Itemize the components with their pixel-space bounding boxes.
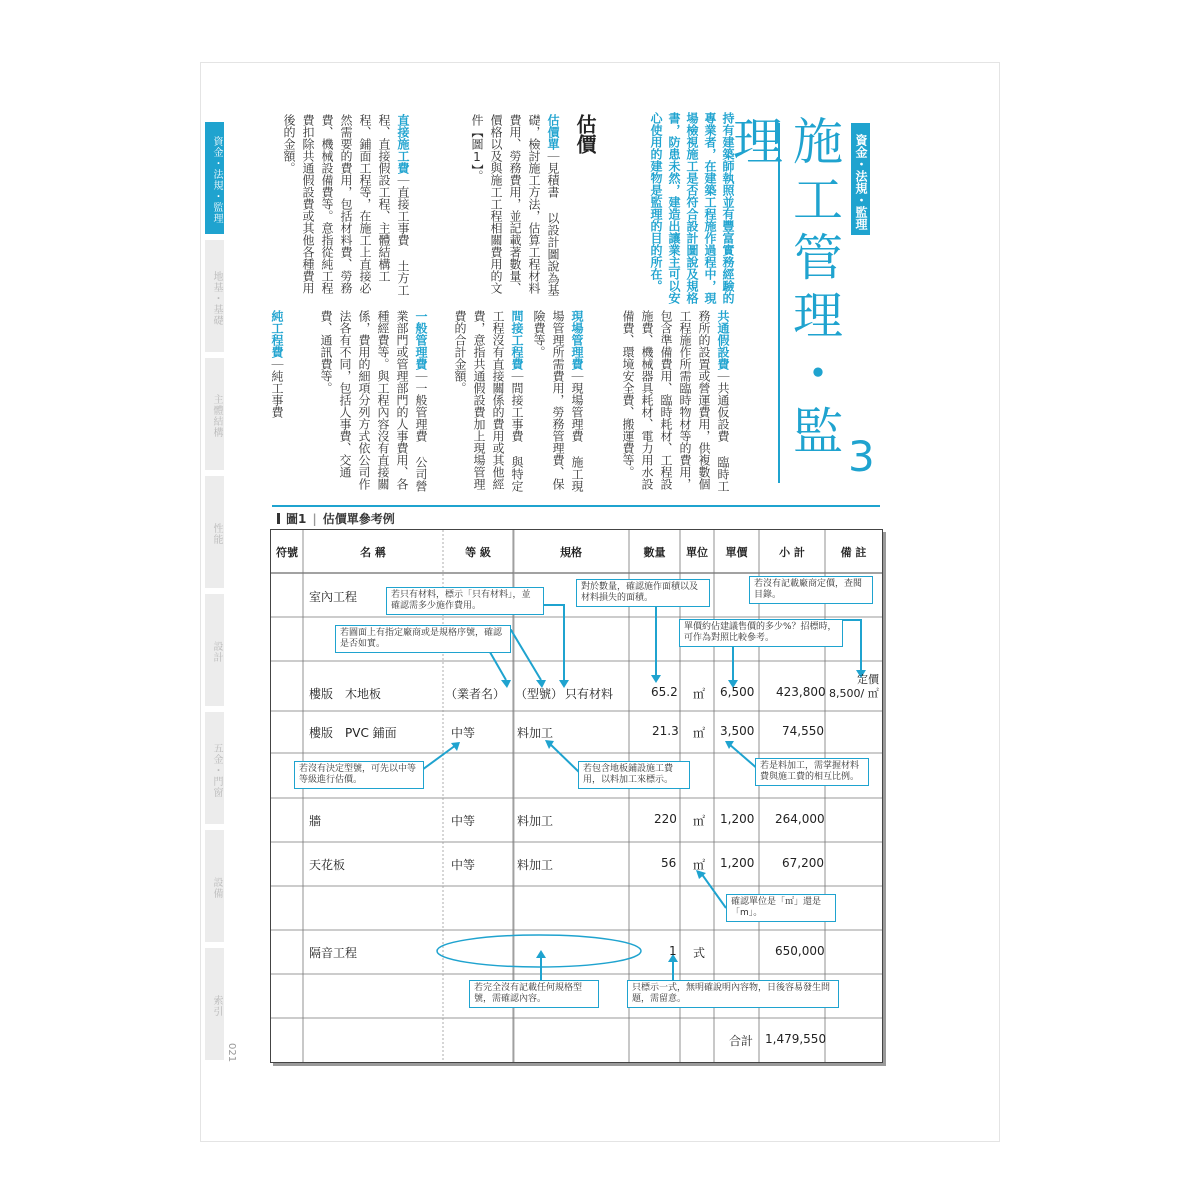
row-name: 樓版 PVC 鋪面: [309, 726, 397, 740]
row-subtotal: 264,000: [775, 812, 825, 826]
total-value: 1,479,550: [765, 1032, 827, 1046]
col-header-qty: 數量: [643, 546, 666, 559]
row-unit: 式: [693, 946, 706, 960]
callout-lump-sum: 只標示一式，無明確說明內容物，日後容易發生問題，需留意。: [627, 980, 839, 1008]
row-name: 隔音工程: [309, 946, 358, 960]
row-grade: 中等: [451, 814, 476, 828]
row-spec-material: 只有材料: [565, 687, 614, 701]
col-header-grade: 等 級: [465, 546, 491, 559]
term-general-management: 一般管理費: [414, 310, 428, 370]
row-qty: 220: [654, 812, 677, 826]
row-unit: ㎡: [693, 726, 706, 740]
row-price: 6,500: [720, 685, 755, 699]
row-price: 1,200: [720, 812, 755, 826]
row-remark-label: 定價: [857, 673, 879, 686]
row-unit: ㎡: [693, 858, 706, 872]
chapter-tag: 資金・法規・監理: [851, 123, 870, 235]
callout-materials-only: 若只有材料，標示「只有材料」，並確認需多少施作費用。: [386, 587, 544, 615]
callout-quantity: 對於數量，確認施作面積以及材料損失的面積。: [576, 579, 710, 607]
callout-undecided-model: 若沒有決定型號，可先以中等等級進行估價。: [294, 761, 424, 789]
paragraph-estimate: [436, 114, 562, 304]
row-name: 室內工程: [309, 590, 358, 604]
figure-number: 圖1: [286, 512, 307, 526]
figure-marker: [277, 513, 280, 524]
callout-list-price: 若沒有記載廠商定價，查閱目錄。: [749, 576, 873, 604]
row-grade: 中等: [451, 858, 476, 872]
paragraph-direct-cost: [282, 114, 412, 300]
page-title: 施工管理・監理: [725, 115, 843, 463]
row-name: 牆: [309, 814, 322, 828]
col-header-name: 名 稱: [360, 546, 386, 559]
text-direct-cost: ｜直接工事費 土方工程、直接假設工程、主體結構工程、鋪面工程等，在施工上直接必然需要的費用，包括材料費、勞務費、機械設備費等。意指從純工程費扣除共通假設費或其他各種費用後的金額。: [282, 114, 410, 296]
figure-caption: 估價單參考例: [322, 512, 395, 526]
term-net-cost: 純工程費: [270, 310, 284, 358]
paragraph-site-management: [530, 310, 586, 492]
paragraph-indirect-cost: [436, 310, 526, 492]
text-general-management: ｜一般管理費 公司營業部門或管理部門的人事費用、各種經費等。與工程內容沒有直接關係，費用的細項分列方式依公司作法各有不同，包括人事費、交通費、通訊費等。: [319, 310, 428, 492]
estimate-table: [270, 529, 883, 1063]
row-qty: 65.2: [651, 685, 678, 699]
paragraph-common-temp-cost: [592, 310, 732, 492]
callout-material-ratio: 若是料加工，需掌握材料費與施工費的相互比例。: [755, 758, 869, 786]
row-subtotal: 74,550: [782, 724, 824, 738]
row-grade: 中等: [451, 726, 476, 740]
row-qty: 21.3: [652, 724, 679, 738]
row-unit: ㎡: [693, 814, 706, 828]
chapter-number: 3: [848, 432, 875, 481]
side-tab-index[interactable]: 索引: [205, 948, 224, 1060]
row-name: 天花板: [309, 858, 346, 872]
paragraph-net-cost: [266, 310, 286, 460]
callout-unit-check: 確認單位是「㎡」還是「m」。: [726, 894, 836, 922]
text-site-management: ｜現場管理費 施工現場管理所需費用，勞務管理費、保險費等。: [532, 310, 584, 492]
row-unit: ㎡: [693, 687, 706, 701]
intro-text: 持有建築師執照並有豐富實務經驗的專業者，在建築工程施作過程中，現場檢視施工是否符合設計圖說及規格書，防患未然，建造出讓業主可以安心使用的建物是監理的目的所在。: [649, 112, 735, 304]
term-site-management: 現場管理費: [570, 310, 584, 370]
term-direct-cost: 直接施工費: [396, 114, 410, 174]
row-name: 樓版 木地板: [309, 687, 382, 701]
col-header-remarks: 備 註: [840, 546, 867, 559]
row-subtotal: 423,800: [776, 685, 826, 699]
col-header-price: 單價: [725, 546, 748, 559]
text-net-cost: ｜純工事費: [270, 358, 284, 418]
side-tab-equipment[interactable]: 設備: [205, 830, 224, 942]
row-remark-value: 8,500/ ㎡: [829, 687, 879, 700]
side-tab-hardware[interactable]: 五金・門窗: [205, 712, 224, 824]
row-subtotal: 650,000: [775, 944, 825, 958]
row-qty: 1: [669, 944, 677, 958]
total-label: 合計: [729, 1034, 754, 1048]
term-common-temp-cost: 共通假設費: [716, 310, 730, 370]
section-heading: 估價: [573, 114, 597, 154]
text-common-temp-cost: ｜共通仮設費 臨時工務所的設置或營運費用，供複數個工程施作所需臨時物材等的費用，包含準備費用、臨時耗材、工程設施費、機械器具耗材、電力用水設備費、環境安全費、搬運費等。: [621, 310, 730, 492]
row-spec: 料加工: [517, 814, 554, 828]
row-spec-model: （型號）: [515, 687, 564, 701]
side-tab-finance[interactable]: 資金・法規・監理: [205, 122, 224, 234]
side-tab-performance[interactable]: 性能: [205, 476, 224, 588]
text-indirect-cost: ｜間接工事費 與特定工程沒有直接關係的費用或其他經費，意指共通假設費加上現場管理費的合計金額。: [453, 310, 524, 492]
col-header-code: 符號: [276, 546, 298, 559]
page-number: 021: [226, 1043, 237, 1063]
row-subtotal: 67,200: [782, 856, 824, 870]
row-spec: 料加工: [517, 858, 554, 872]
callout-unit-price: 單價約佔建議售價的多少%？招標時，可作為對照比較參考。: [679, 619, 843, 647]
figure-label: 圖1 | 估價單參考例: [277, 510, 395, 527]
side-tab-foundation[interactable]: 地基・基礎: [205, 240, 224, 352]
text-estimate: ｜見積書 以設計圖說為基礎，檢討施工方法，估算工程材料費用、勞務費用，並記載著數量、價格以及與施工工程相關費用的文件【圖1】。: [470, 114, 560, 296]
paragraph-general-management: [296, 310, 430, 492]
row-spec: 料加工: [517, 726, 554, 740]
side-tab-design[interactable]: 設計: [205, 594, 224, 706]
figure-divider: [272, 505, 880, 507]
col-header-subtotal: 小 計: [779, 546, 805, 559]
callout-no-spec: 若完全沒有記載任何規格型號，需確認內容。: [469, 980, 599, 1008]
callout-installation-fee: 若包含地板鋪設施工費用，以料加工來標示。: [578, 761, 690, 789]
row-price: 3,500: [720, 724, 755, 738]
side-tab-structure[interactable]: 主體結構: [205, 358, 224, 470]
term-indirect-cost: 間接工程費: [510, 310, 524, 370]
title-rule: [778, 123, 780, 483]
callout-specified-vendor: 若圖面上有指定廠商或是規格序號，確認是否如實。: [335, 625, 511, 653]
col-header-spec: 規格: [560, 546, 582, 559]
term-estimate: 估價單: [546, 114, 560, 150]
col-header-unit: 單位: [686, 546, 708, 559]
row-grade: （業者名）: [445, 687, 506, 701]
side-index-tabs: [205, 122, 224, 1066]
row-price: 1,200: [720, 856, 755, 870]
row-qty: 56: [661, 856, 677, 870]
